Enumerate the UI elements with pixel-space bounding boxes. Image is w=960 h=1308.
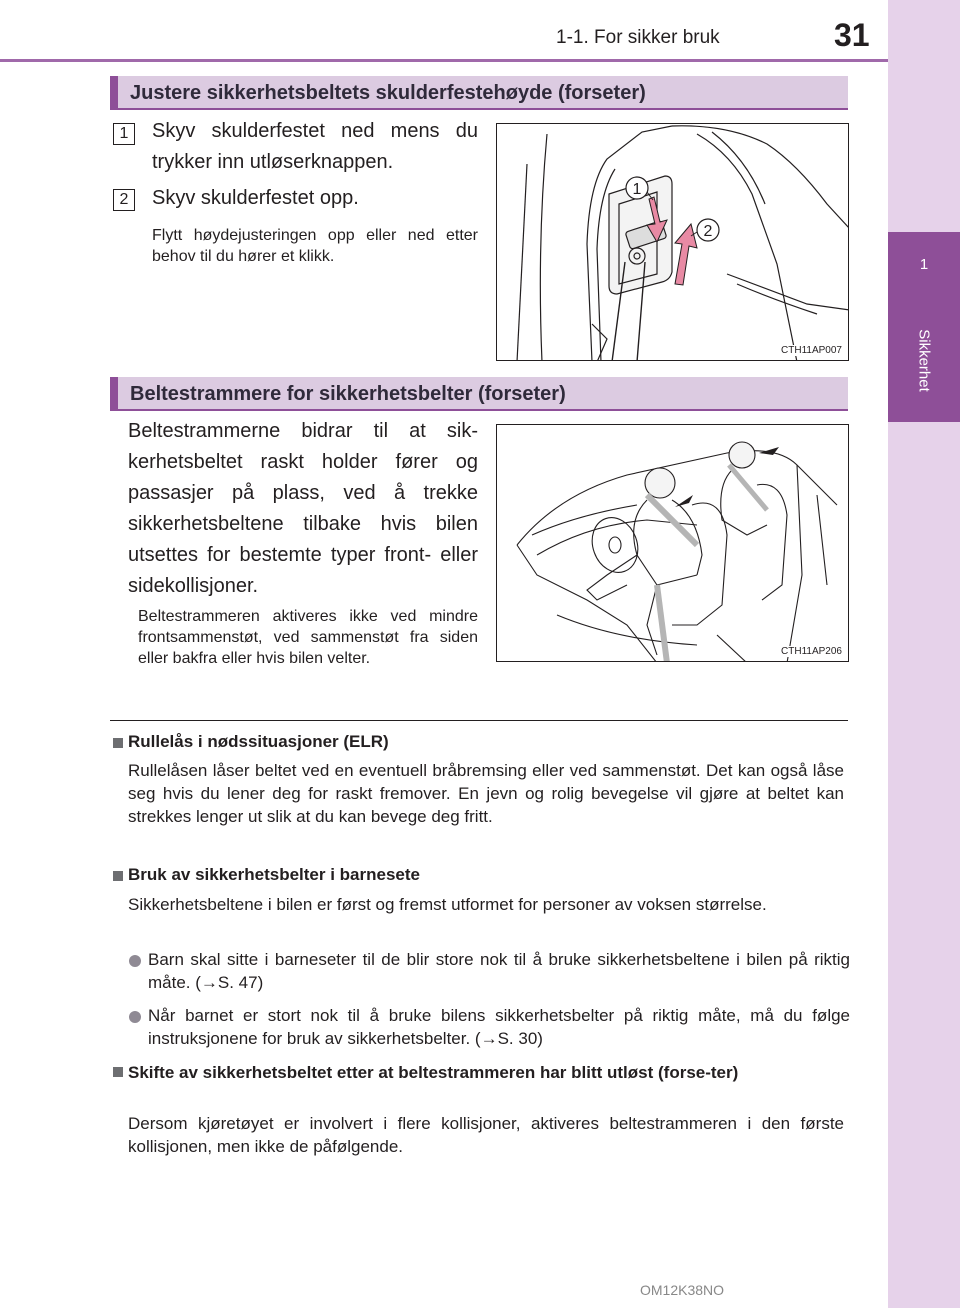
step-number-2: 2 bbox=[113, 189, 135, 211]
section-bar-shoulder-anchor bbox=[110, 76, 848, 110]
pretensioner-text: Beltestrammerne bidrar til at sik-kerhetsbeltet raskt holder fører og passasjer på plass, ved å trekke sikkerhetsbeltene tilbake hvis bilen utsettes for bestemte typer front- eller sidekollisjoner. bbox=[128, 420, 478, 597]
replace-heading: Skifte av sikkerhetsbeltet etter at beltestrammeren har blitt utløst (forse-ter) bbox=[128, 1063, 739, 1082]
figure-shoulder-anchor bbox=[496, 123, 849, 361]
header-rule bbox=[0, 59, 888, 62]
figure-code: CTH11AP206 bbox=[781, 646, 842, 657]
chapter-side-tab bbox=[888, 0, 960, 1308]
elr-text: Rullelåsen låser beltet ved en eventuell bråbremsing eller ved sammenstøt. Det kan også låse seg hvis du lener deg for raskt fremover. En jevn og rolig bevegelse vil gjøre at beltet kan strekkes lenger ut slik at du kan bevege deg fritt. bbox=[128, 761, 844, 826]
child-seat-text: Sikkerhetsbeltene i bilen er først og fremst utformet for personer av voksen størrelse. bbox=[128, 895, 767, 914]
step-number-1: 1 bbox=[113, 123, 135, 145]
step-text-2: Skyv skulderfestet opp. bbox=[152, 187, 359, 209]
footer-watermark: OM12K38NO bbox=[640, 1282, 725, 1298]
child-seat-heading: Bruk av sikkerhetsbelter i barnesete bbox=[128, 865, 420, 884]
child-bullet-2: Når barnet er stort nok til å bruke bilens sikkerhetsbelter på riktig måte, må du følge instruksjonene for bruk av sikkerhetsbelter. (→S. 30) bbox=[148, 1006, 850, 1048]
square-bullet bbox=[113, 1067, 123, 1077]
callout-2: 2 bbox=[703, 223, 713, 240]
replace-text: Dersom kjøretøyet er involvert i flere kollisjoner, aktiveres beltestrammeren i den første kollisjonen, men ikke de påfølgende. bbox=[128, 1114, 844, 1156]
chapter-label: Sikkerhet bbox=[915, 329, 933, 392]
round-bullet bbox=[129, 1011, 141, 1023]
elr-heading: Rullelås i nødssituasjoner (ELR) bbox=[128, 732, 389, 751]
section-title: Justere sikkerhetsbeltets skulderfestehøyde (forseter) bbox=[130, 82, 646, 104]
figure-pretensioner bbox=[496, 424, 849, 662]
step-text-1: Skyv skulderfestet ned mens du trykker inn utløserknappen. bbox=[152, 120, 478, 173]
section-title: Beltestrammere for sikkerhetsbelter (forseter) bbox=[130, 383, 566, 405]
info-divider bbox=[110, 720, 848, 721]
section-bar-pretensioners bbox=[110, 377, 848, 411]
square-bullet bbox=[113, 738, 123, 748]
pretensioner-illustration bbox=[497, 425, 849, 662]
callout-1: 1 bbox=[632, 181, 642, 198]
square-bullet bbox=[113, 871, 123, 881]
child-bullet-1: Barn skal sitte i barneseter til de blir store nok til å bruke sikkerhetsbeltene i bilen på riktig måte. (→S. 47) bbox=[148, 950, 850, 992]
figure-code: CTH11AP007 bbox=[781, 345, 842, 356]
page-number: 31 bbox=[834, 17, 870, 53]
section-heading: 1-1. For sikker bruk bbox=[556, 27, 720, 48]
chapter-number: 1 bbox=[919, 256, 929, 273]
step-note: Flytt høydejusteringen opp eller ned etter behov til du hører et klikk. bbox=[152, 227, 478, 265]
round-bullet bbox=[129, 955, 141, 967]
shoulder-anchor-illustration bbox=[497, 124, 849, 361]
pretensioner-note: Beltestrammeren aktiveres ikke ved mindre frontsammenstøt, ved sammenstøt fra siden eller bakfra eller hvis bilen velter. bbox=[138, 608, 478, 667]
